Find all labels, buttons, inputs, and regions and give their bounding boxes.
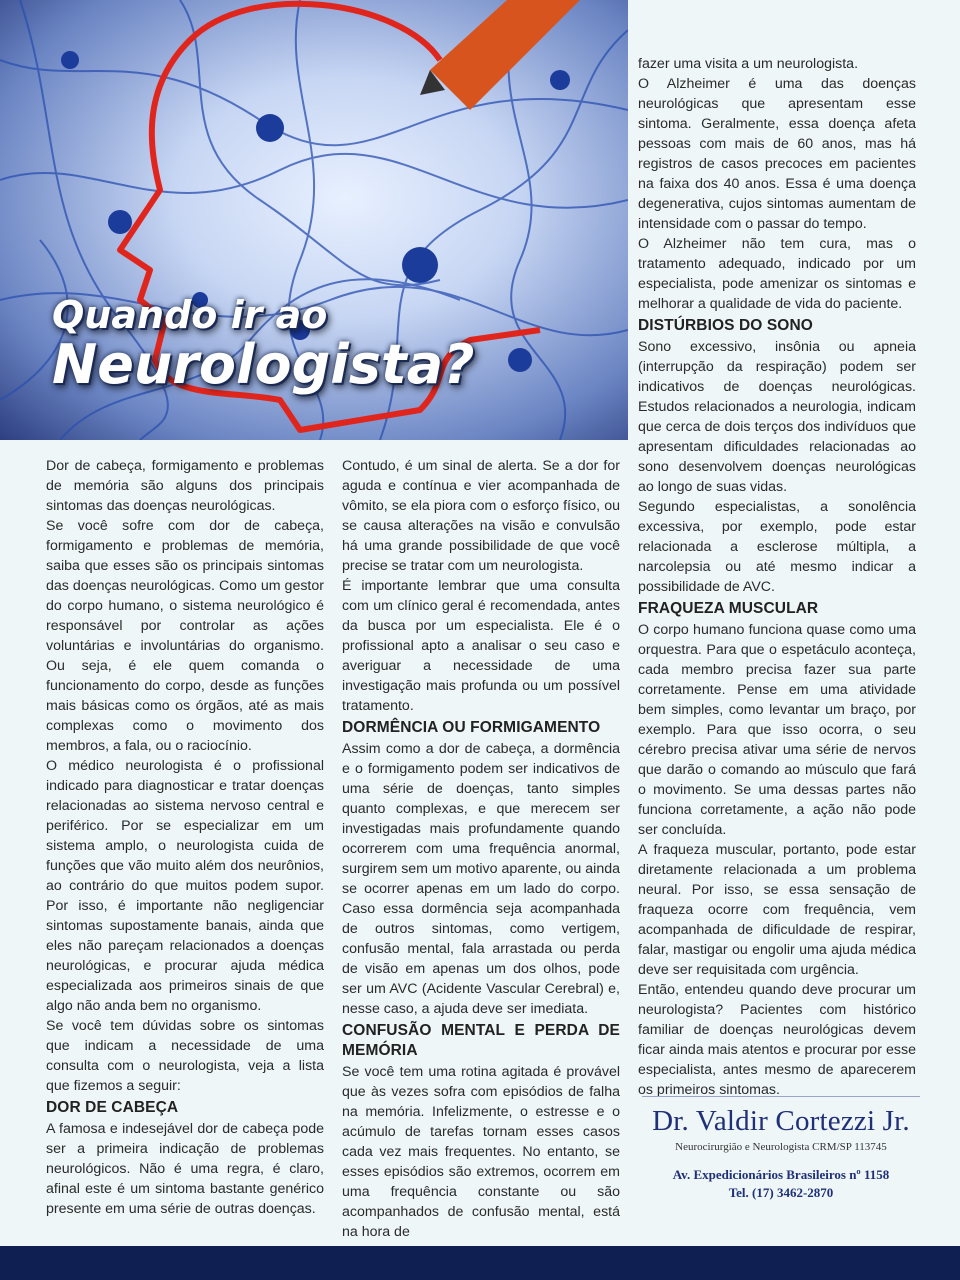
paragraph: O Alzheimer é uma das doenças neurológicas que apresentam esse sintoma. Geralmente, essa doença afeta pessoas com mais de 60 anos, mas há registros de casos precoces em pacientes na faixa dos 40 anos. Essa é uma doença degenerativa, cujos sintomas aumentam de intensidade com o passar do tempo. — [638, 76, 916, 232]
paragraph: O médico neurologista é o profissional indicado para diagnosticar e tratar doenças relacionadas ao sistema nervoso central e periférico. Por se especializar em um sistema amplo, o neurologista cuida de funções que vão muito além dos neurônios, ao contrário do que muitos podem supor. Por isso, é importante não negligenciar sintomas supostamente banais, ainda que eles não pareçam relacionados a doenças neurológicas, e procurar ajuda médica especializada aos primeiros sinais de que algo não anda bem no organismo. — [46, 758, 324, 1014]
doctor-signature-block — [636, 1096, 926, 1201]
section-heading-confusao-mental: CONFUSÃO MENTAL E PERDA DE MEMÓRIA — [342, 1022, 620, 1059]
doctor-address: Av. Expedicionários Brasileiros nº 1158 — [672, 1167, 890, 1182]
paragraph: fazer uma visita a um neurologista. — [638, 56, 859, 72]
paragraph: Se você tem uma rotina agitada é provável que às vezes sofra com episódios de falha na memória. Infelizmente, o estresse e o acúmulo de tarefas tornam esses casos cada vez mais frequentes. No entanto, se esses episódios são extremos, ocorrem em uma frequência constante ou são acompanhados de confusão mental, está na hora de — [342, 1064, 620, 1240]
doctor-phone: Tel. (17) 3462-2870 — [728, 1185, 834, 1200]
paragraph: É importante lembrar que uma consulta com um clínico geral é recomendada, antes da busca por um especialista. Ele é o profissional apto a analisar o seu caso e averiguar a necessidade de uma investigação mais profunda ou um possível tratamento. — [342, 578, 620, 714]
paragraph: Se você sofre com dor de cabeça, formigamento e problemas de memória, saiba que esses são os principais sintomas das doenças neurológicas. Como um gestor do corpo humano, o sistema neurológico é responsável por controlar as ações voluntárias e involuntárias do organismo. Ou seja, é ele quem comanda o funcionamento do corpo, desde as funções mais básicas como os órgãos, até as mais complexas como o movimento dos membros, a fala, ou o raciocínio. — [46, 518, 324, 754]
section-heading-fraqueza-muscular: FRAQUEZA MUSCULAR — [638, 600, 819, 617]
paragraph: O Alzheimer não tem cura, mas o tratamento adequado, indicado por um especialista, pode amenizar os sintomas e melhorar a qualidade de vida do paciente. — [638, 236, 916, 312]
section-heading-dor-de-cabeca: DOR DE CABEÇA — [46, 1099, 179, 1116]
headline — [52, 293, 475, 396]
footer-bar — [0, 1246, 960, 1280]
paragraph: Contudo, é um sinal de alerta. Se a dor for aguda e contínua e vier acompanhada de vômito, se ela piora com o esforço físico, ou se causa alterações na visão e convulsão há uma grande possibilidade de que você precise se tratar com um neurologista. — [342, 458, 620, 574]
headline-line1: Quando ir ao — [52, 293, 328, 337]
paragraph: Se você tem dúvidas sobre os sintomas que indicam a necessidade de uma consulta com o neurologista, veja a lista que fizemos a seguir: — [46, 1018, 324, 1094]
article-column-3 — [638, 54, 916, 1100]
doctor-specialty: Neurocirurgião e Neurologista CRM/SP 113745 — [675, 1141, 887, 1153]
paragraph: A fraqueza muscular, portanto, pode estar diretamente relacionada a um problema neural. Por isso, se essa sensação de fraqueza ocorre com frequência, vem acompanhada de dificuldade de respirar, falar, mastigar ou engolir uma ajuda médica deve ser requisitada com urgência. — [638, 842, 916, 978]
hero-image — [0, 0, 628, 440]
paragraph: Então, entendeu quando deve procurar um neurologista? Pacientes com histórico familiar de doenças neurológicas devem ficar ainda mais atentos e procurar por esse especialista, antes mesmo de aparecerem os primeiros sintomas. — [638, 982, 916, 1098]
paragraph: Segundo especialistas, a sonolência excessiva, por exemplo, pode estar relacionada a esclerose múltipla, a narcolepsia ou até mesmo indicar a possibilidade de AVC. — [638, 499, 916, 595]
paragraph: Sono excessivo, insônia ou apneia (interrupção da respiração) podem ser indicativos de doenças neurológicas. Estudos relacionados a neurologia, indicam que cerca de dois terços dos indivíduos que apresentam dificuldades relacionadas ao sono desenvolvem doenças neurológicas ao longo de suas vidas. — [638, 339, 916, 495]
paragraph: Dor de cabeça, formigamento e problemas de memória são alguns dos principais sintomas das doenças neurológicas. — [46, 458, 324, 514]
paragraph: A famosa e indesejável dor de cabeça pode ser a primeira indicação de problemas neurológicos. Não é uma regra, é claro, afinal este é um sintoma bastante genérico presente em uma série de outras doenças. — [46, 1121, 324, 1217]
doctor-name: Dr. Valdir Cortezzi Jr. — [652, 1105, 910, 1137]
divider — [642, 1096, 920, 1097]
article-column-2 — [342, 456, 620, 1242]
section-heading-dormencia: DORMÊNCIA OU FORMIGAMENTO — [342, 719, 601, 736]
headline-line2: Neurologista? — [52, 333, 475, 396]
paragraph: Assim como a dor de cabeça, a dormência e o formigamento podem ser indicativos de uma série de doenças, tanto simples quanto complexas, e que merecem ser investigadas mais profundamente quando ocorrerem com uma frequência anormal, surgirem sem um motivo aparente, ou ainda se ocorrer apenas em um lado do corpo. Caso essa dormência seja acompanhada de outros sintomas, como vertigem, confusão mental, fala arrastada ou perda de visão em apenas um dos olhos, pode ser um AVC (Acidente Vascular Cerebral) e, nesse caso, a ajuda deve ser imediata. — [342, 741, 620, 1017]
paragraph: O corpo humano funciona quase como uma orquestra. Para que o espetáculo aconteça, cada membro precisa fazer sua parte corretamente. Pense em uma atividade bem simples, como levantar um braço, por exemplo. Para que isso ocorra, o seu cérebro precisa ativar uma série de nervos que darão o comando ao músculo que fará o movimento. Se uma dessas partes não funciona corretamente, a ação não pode ser concluída. — [638, 622, 916, 838]
section-heading-disturbios-do-sono: DISTÚRBIOS DO SONO — [638, 317, 813, 334]
article-column-1 — [46, 456, 324, 1219]
